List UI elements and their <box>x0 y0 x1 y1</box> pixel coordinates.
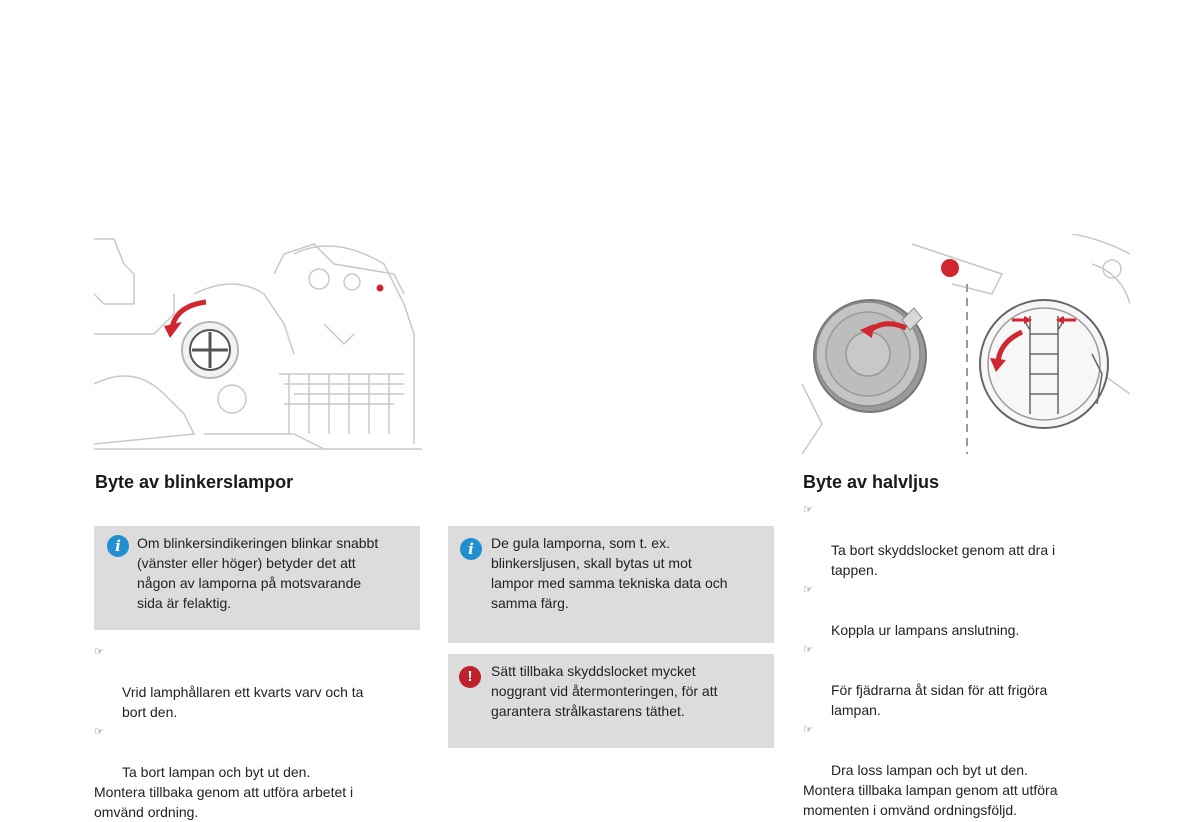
list-item <box>94 642 414 722</box>
pointing-hand-icon: ☞ <box>94 725 104 738</box>
list-item <box>803 580 1123 640</box>
closing-paragraph: Montera tillbaka genom att utföra arbetet i omvänd ordning. <box>94 784 354 820</box>
list-item-text: Vrid lamphållaren ett kvarts varv och ta bort den. <box>122 684 364 720</box>
instruction-list-turn-signal <box>94 642 414 822</box>
warning-text: Sätt tillbaka skyddslocket mycket noggrant vid återmonteringen, för att garantera strålkastarens täthet. <box>491 663 718 719</box>
pointing-hand-icon: ☞ <box>803 583 813 596</box>
list-item <box>94 722 414 782</box>
section-heading-turn-signal: Byte av blinkerslampor <box>95 472 294 492</box>
list-item <box>803 500 1123 580</box>
pointing-hand-icon: ☞ <box>94 645 104 658</box>
list-item-text: Ta bort lampan och byt ut den. <box>122 764 311 780</box>
pointing-hand-icon: ☞ <box>803 723 813 736</box>
section-heading-dipped-beam: Byte av halvljus <box>803 472 940 492</box>
closing-paragraph: Montera tillbaka lampan genom att utföra momenten i omvänd ordningsföljd. <box>803 782 1058 818</box>
instruction-list-dipped-beam <box>803 500 1123 820</box>
info-icon: i <box>107 535 129 557</box>
list-item-text: Dra loss lampan och byt ut den. <box>831 762 1028 778</box>
warning-box-cover <box>448 654 774 748</box>
warning-icon: ! <box>459 666 481 688</box>
turn-signal-lamp-holder-illustration <box>94 234 422 454</box>
list-item <box>803 720 1123 780</box>
list-item <box>803 640 1123 720</box>
info-icon: i <box>460 538 482 560</box>
list-item-text: Ta bort skyddslocket genom att dra i tappen. <box>831 542 1056 578</box>
info-box-turn-signal <box>94 526 420 630</box>
info-text: Om blinkersindikeringen blinkar snabbt (vänster eller höger) betyder det att någon av lamporna på motsvarande sida är felaktig. <box>137 535 379 611</box>
list-item-text: Koppla ur lampans anslutning. <box>831 622 1020 638</box>
info-box-yellow-lamps <box>448 526 774 643</box>
pointing-hand-icon: ☞ <box>803 643 813 656</box>
list-item-text: För fjädrarna åt sidan för att frigöra lampan. <box>831 682 1048 718</box>
dipped-beam-cover-illustration <box>802 234 1130 454</box>
info-text: De gula lamporna, som t. ex. blinkersljusen, skall bytas ut mot lampor med samma tekniska data och samma färg. <box>491 535 728 611</box>
pointing-hand-icon: ☞ <box>803 503 813 516</box>
